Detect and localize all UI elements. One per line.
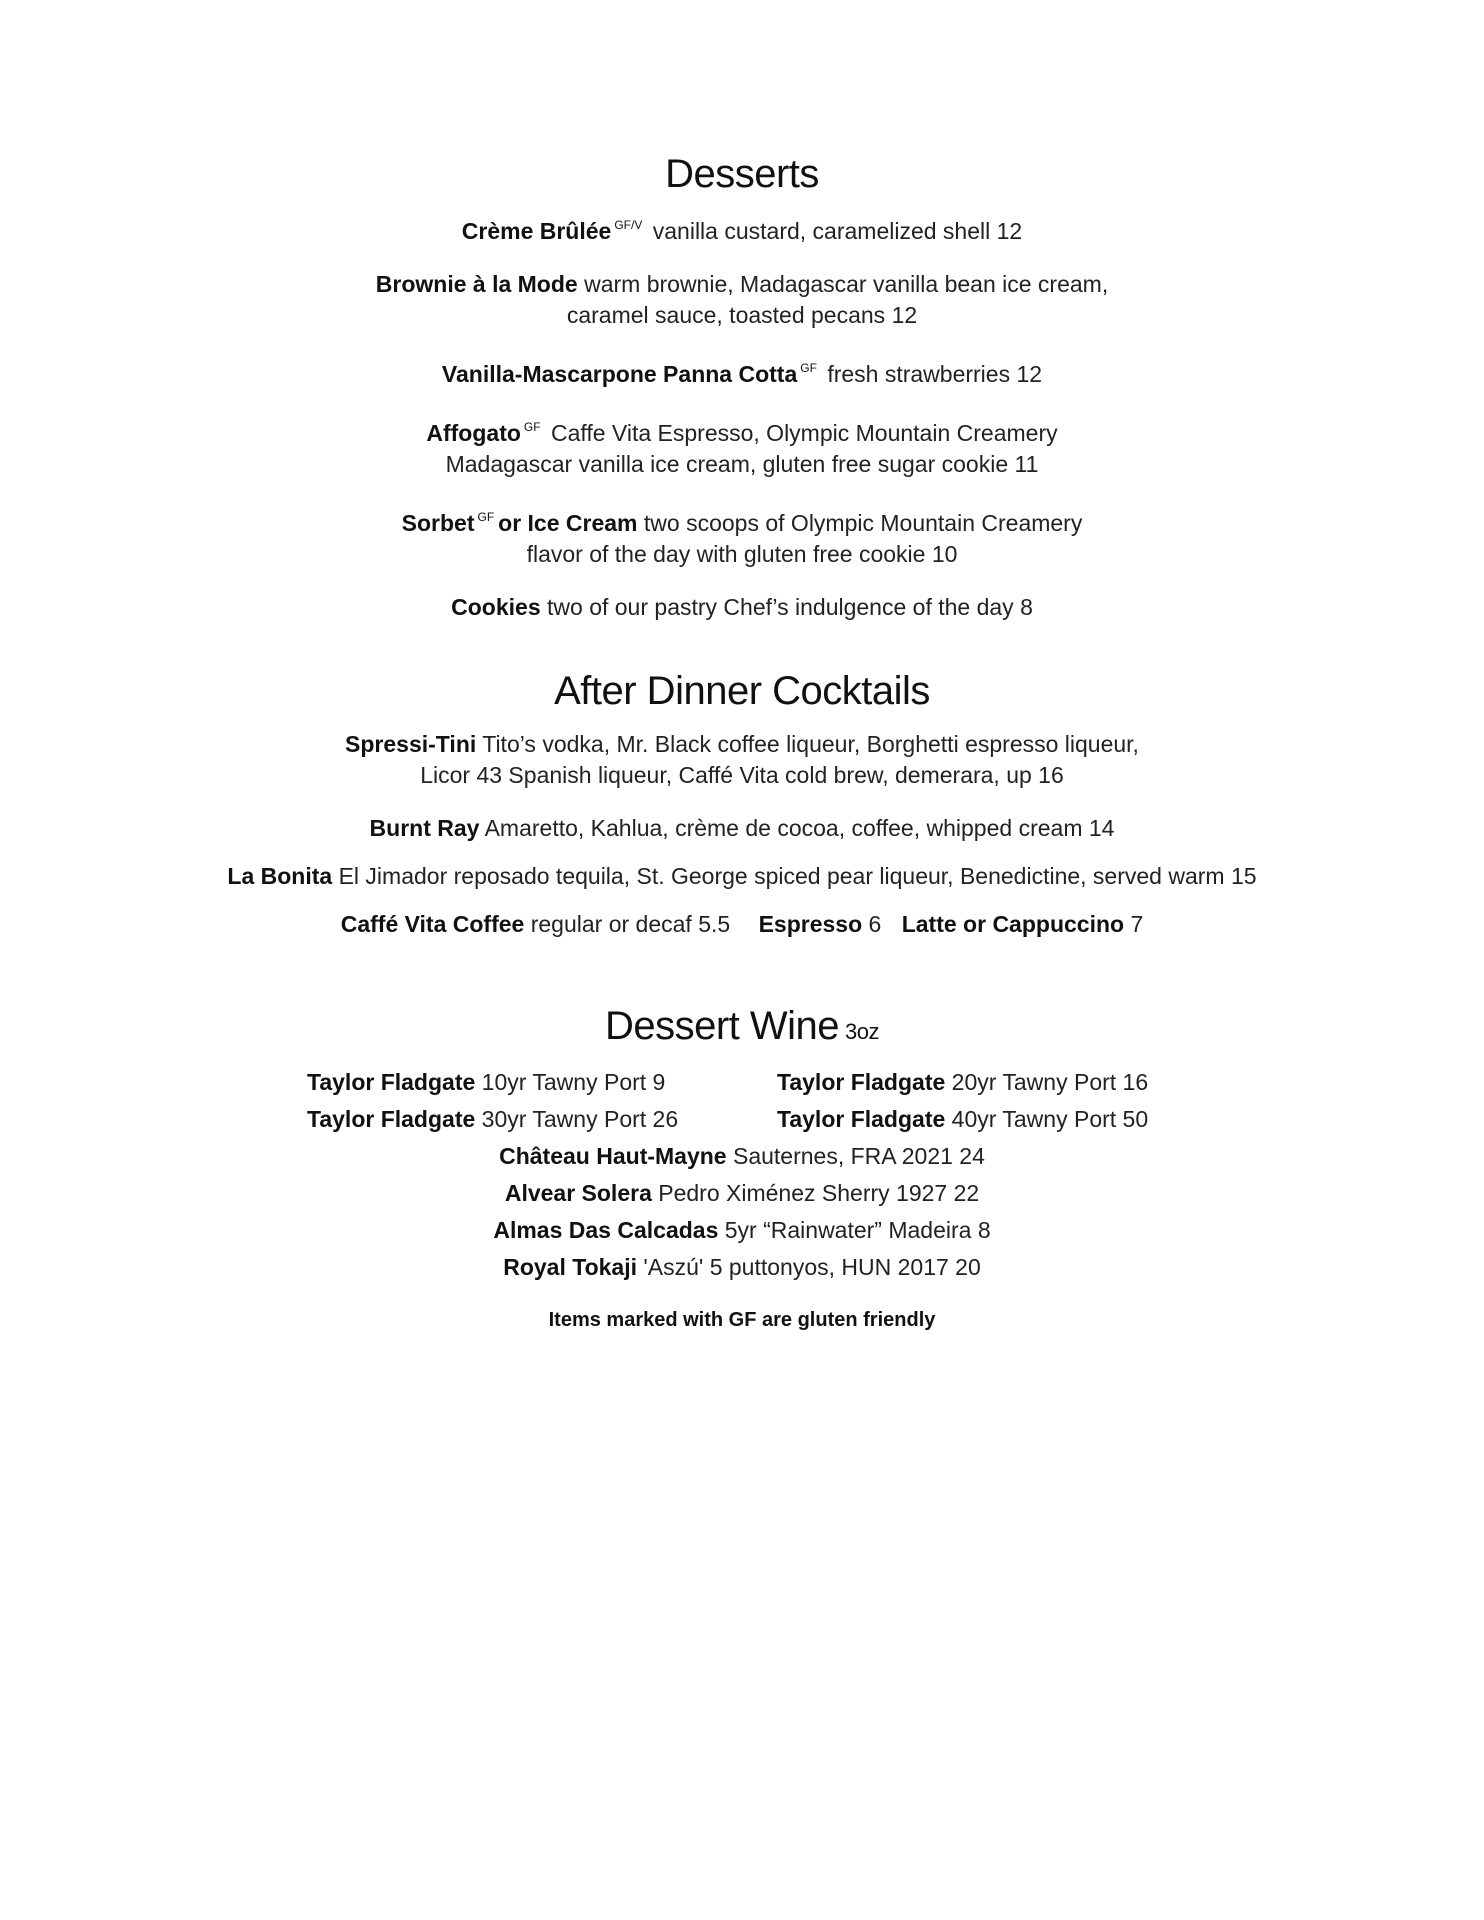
wine-row bbox=[0, 1064, 1484, 1101]
wine-name: Almas Das Calcadas bbox=[493, 1217, 719, 1243]
cocktail-item-spressi-tini bbox=[0, 729, 1484, 760]
wine-item-tokaji bbox=[0, 1249, 1484, 1286]
dessert-item-panna-cotta bbox=[0, 353, 1484, 390]
wine-item-almas bbox=[0, 1212, 1484, 1249]
dessert-name: Brownie à la Mode bbox=[375, 271, 578, 297]
espresso-price: 6 bbox=[868, 911, 882, 937]
wine-section bbox=[0, 1002, 1484, 1334]
desserts-title: Desserts bbox=[665, 152, 819, 196]
dessert-item-brownie bbox=[0, 269, 1484, 300]
wine-description: Pedro Ximénez Sherry 1927 22 bbox=[658, 1180, 980, 1206]
coffee-name: Caffé Vita Coffee bbox=[340, 911, 525, 937]
espresso-name: Espresso bbox=[758, 911, 863, 937]
gluten-footnote: Items marked with GF are gluten friendly bbox=[548, 1309, 936, 1331]
dietary-tag: GF bbox=[800, 361, 817, 375]
cocktails-title: After Dinner Cocktails bbox=[554, 669, 930, 713]
latte-price: 7 bbox=[1130, 911, 1144, 937]
latte-name: Latte or Cappuccino bbox=[901, 911, 1125, 937]
cocktail-item-la-bonita bbox=[0, 861, 1484, 892]
coffee-description: regular or decaf 5.5 bbox=[530, 911, 731, 937]
dietary-tag: GF bbox=[477, 510, 495, 524]
dessert-description: two of our pastry Chef’s indulgence of the day 8 bbox=[547, 594, 1033, 620]
wine-item bbox=[307, 1064, 777, 1101]
wine-item bbox=[307, 1101, 777, 1138]
cocktail-description: El Jimador reposado tequila, St. George spiced pear liqueur, Benedictine, served warm 15 bbox=[338, 863, 1257, 889]
dessert-description: warm brownie, Madagascar vanilla bean ice cream, bbox=[584, 271, 1109, 297]
wine-name: Taylor Fladgate bbox=[777, 1069, 946, 1095]
wine-description: 20yr Tawny Port 16 bbox=[951, 1069, 1149, 1095]
dessert-item-affogato-line2 bbox=[0, 449, 1484, 480]
cocktails-section bbox=[0, 667, 1484, 940]
dessert-description: Caffe Vita Espresso, Olympic Mountain Creamery bbox=[550, 420, 1058, 446]
dessert-description: two scoops of Olympic Mountain Creamery bbox=[643, 510, 1083, 536]
dessert-item-sorbet-line2 bbox=[0, 539, 1484, 570]
dessert-description: caramel sauce, toasted pecans 12 bbox=[566, 302, 918, 328]
wine-description: 10yr Tawny Port 9 bbox=[481, 1069, 666, 1095]
wine-description: 5yr “Rainwater” Madeira 8 bbox=[724, 1217, 991, 1243]
wine-item bbox=[777, 1064, 1177, 1101]
wine-item-alvear bbox=[0, 1175, 1484, 1212]
wine-name: Château Haut-Mayne bbox=[499, 1143, 727, 1169]
wine-pour-size: 3oz bbox=[845, 1019, 880, 1044]
wine-name: Alvear Solera bbox=[504, 1180, 652, 1206]
dietary-tag: GF bbox=[523, 420, 541, 434]
wine-description: 'Aszú' 5 puttonyos, HUN 2017 20 bbox=[643, 1254, 981, 1280]
cocktail-name: Spressi-Tini bbox=[345, 731, 477, 757]
dessert-name: Affogato bbox=[426, 420, 521, 446]
dessert-item-creme-brulee bbox=[0, 210, 1484, 247]
wine-description: Sauternes, FRA 2021 24 bbox=[732, 1143, 985, 1169]
wine-item-chateau bbox=[0, 1138, 1484, 1175]
wine-title-text: Dessert Wine bbox=[604, 1004, 840, 1048]
desserts-section bbox=[0, 150, 1484, 623]
dessert-name-alt: or Ice Cream bbox=[498, 510, 638, 536]
wine-name: Taylor Fladgate bbox=[777, 1106, 946, 1132]
wine-name: Royal Tokaji bbox=[503, 1254, 637, 1280]
wine-item bbox=[777, 1101, 1177, 1138]
dessert-item-brownie-line2 bbox=[0, 300, 1484, 331]
dessert-name: Sorbet bbox=[401, 510, 475, 536]
coffee-line bbox=[0, 909, 1484, 940]
dessert-description: flavor of the day with gluten free cookie 10 bbox=[526, 541, 958, 567]
wine-name: Taylor Fladgate bbox=[307, 1106, 476, 1132]
cocktail-name: La Bonita bbox=[227, 863, 333, 889]
dessert-name: Cookies bbox=[451, 594, 541, 620]
dessert-description: vanilla custard, caramelized shell 12 bbox=[652, 218, 1023, 244]
cocktail-name: Burnt Ray bbox=[369, 815, 480, 841]
dessert-item-cookies bbox=[0, 592, 1484, 623]
dessert-item-sorbet bbox=[0, 502, 1484, 539]
cocktail-item-spressi-tini-line2 bbox=[0, 760, 1484, 791]
dessert-item-affogato bbox=[0, 412, 1484, 449]
cocktail-description: Licor 43 Spanish liqueur, Caffé Vita cold brew, demerara, up 16 bbox=[420, 762, 1064, 788]
dessert-name: Crème Brûlée bbox=[461, 218, 612, 244]
cocktail-item-burnt-ray bbox=[0, 813, 1484, 844]
dietary-tag: GF/V bbox=[614, 218, 643, 232]
dessert-description: fresh strawberries 12 bbox=[827, 361, 1043, 387]
wine-description: 30yr Tawny Port 26 bbox=[481, 1106, 679, 1132]
dessert-name: Vanilla-Mascarpone Panna Cotta bbox=[441, 361, 798, 387]
wine-description: 40yr Tawny Port 50 bbox=[951, 1106, 1149, 1132]
cocktail-description: Amaretto, Kahlua, crème de cocoa, coffee, whipped cream 14 bbox=[484, 815, 1115, 841]
wine-name: Taylor Fladgate bbox=[307, 1069, 476, 1095]
cocktail-description: Tito’s vodka, Mr. Black coffee liqueur, Borghetti espresso liqueur, bbox=[482, 731, 1139, 757]
wine-title bbox=[0, 1002, 1484, 1056]
dessert-description: Madagascar vanilla ice cream, gluten free sugar cookie 11 bbox=[445, 451, 1039, 477]
wine-row bbox=[0, 1101, 1484, 1138]
